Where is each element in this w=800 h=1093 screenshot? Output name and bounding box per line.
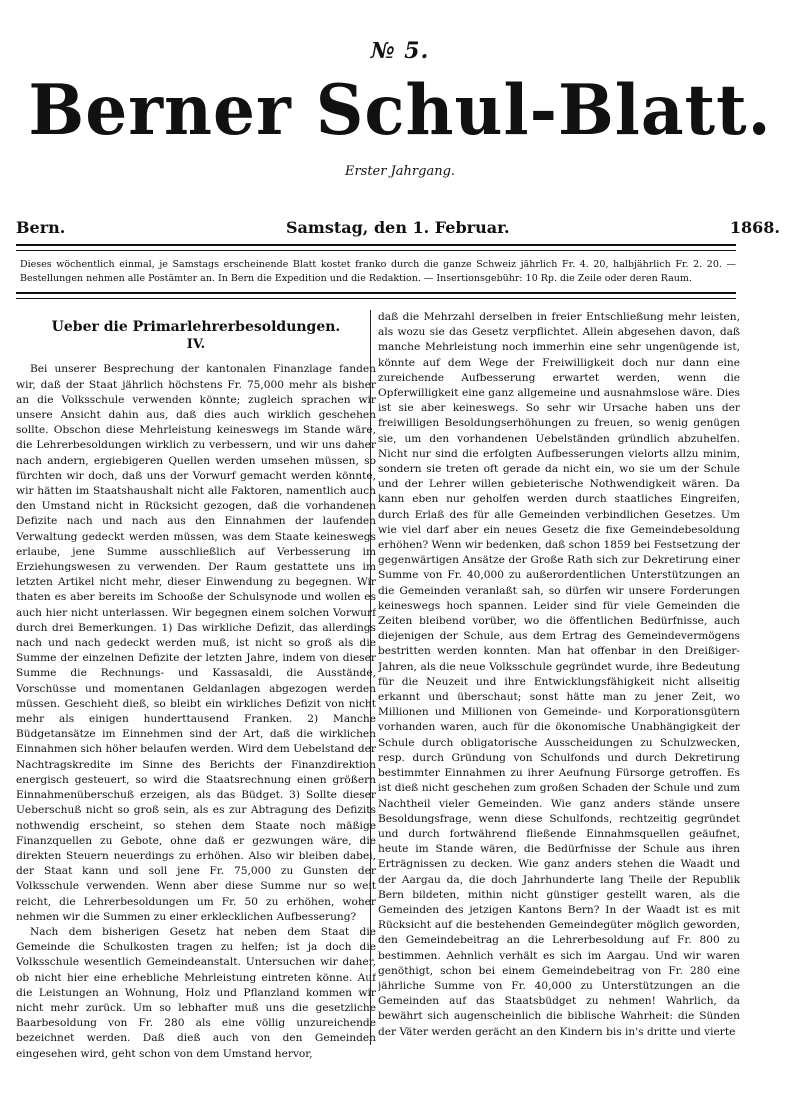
volume-line: Erster Jahrgang. (344, 164, 456, 179)
issue-date: Samstag, den 1. Februar. (286, 218, 510, 237)
paragraph: Nach dem bisherigen Gesetz hat neben dem Staat die Gemeinde die Schulkosten tragen zu helfen; ist ja doch die Volksschule wesentlich Gemeindeanstalt. Untersuchen wir daher, ob nicht hier eine erhebliche Mehrleistung eintreten könne. Auf die Leistungen an Wohnung, Holz und Pflanzland kommen wir nicht mehr zurück. Um so lebhafter muß uns die gesetzliche Baarbesoldung von Fr. 280 als eine völlig unzureichende bezeichnet werden. Daß dieß auch von den Gemeinden eingesehen wird, geht schon von dem Umstand hervor, (16, 925, 376, 1060)
left-column (16, 310, 376, 1080)
paragraph: Bei unserer Besprechung der kantonalen Finanzlage fanden wir, daß der Staat jährlich höchstens Fr. 75,000 mehr als bisher an die Volksschule verwenden könnte; zugleich sprachen wir unsere Ansicht dahin aus, daß dies auch wirklich geschehen sollte. Obschon diese Mehrleistung keineswegs im Stande wäre, die Lehrerbesoldungen wirklich zu verbessern, und wir uns daher nach andern, ergiebigeren Quellen werden umsehen müssen, so fürchten wir doch, daß uns der Vorwurf gemacht werden könnte, wir hätten im Staatshaushalt nicht alle Faktoren, namentlich auch den Umstand nicht in Rücksicht gezogen, daß die vorhandenen Defizite nach und nach aus den Einnahmen der laufenden Verwaltung gedeckt werden müssen, was dem Staate keineswegs erlaube, jene Summe ausschließlich auf Verbesserung im Erziehungswesen zu verwenden. Der Raum gestattete uns im letzten Artikel nicht mehr, dieser Einwendung zu begegnen. Wir thaten es aber bereits im Schooße der Schulsynode und wollen es auch hier nicht unterlassen. Wir begegnen einem solchen Vorwurf durch drei Bemerkungen. 1) Das wirkliche Defizit, das allerdings nach und nach gedeckt werden muß, ist nicht so groß als die Summe der einzelnen Defizite der letzten Jahre, indem von dieser Summe die Rechnungs- und Kassasaldi, die Ausstände, Vorschüsse und momentanen Geldanlagen abgezogen werden müssen. Geschieht dieß, so bleibt ein wirkliches Defizit von nicht mehr als einigen hunderttausend Franken. 2) Manche Büdgetansätze im Einnehmen sind der Art, daß die wirklichen Einnahmen sich höher belaufen werden. Wird dem Uebelstand der Nachtragskredite im Sinne des Berichts der Finanzdirektion energisch gesteuert, so wird die Staatsrechnung einen größern Einnahmenüberschuß erzeigen, als das Büdget. 3) Sollte dieser Ueberschuß nicht so groß sein, als es zur Abtragung des Defizits nothwendig erscheint, so stehen dem Staate noch mäßige Finanzquellen zu Gebote, ohne daß er gezwungen wäre, die direkten Steuern neuerdings zu erhöhen. Also wir bleiben dabei, der Staat kann und soll jene Fr. 75,000 zu Gunsten der Volksschule verwenden. Wenn aber diese Summe nur so weit reicht, die Lehrerbesoldungen um Fr. 50 zu erhöhen, woher nehmen wir die Summen zu einer erklecklichen Aufbesserung? (16, 363, 376, 923)
place: Bern. (16, 218, 66, 237)
divider-rule (16, 244, 736, 251)
right-column (378, 310, 740, 1080)
issue-number: № 5. (370, 38, 430, 64)
paragraph: daß die Mehrzahl derselben in freier Entschließung mehr leisten, als wozu sie das Gesetz verpflichtet. Allein abgesehen davon, daß manche Mehrleistung noch immerhin eine sehr ungenügende ist, könnte auf dem Wege der Freiwilligkeit doch nur dann eine zureichende Aufbesserung erwartet werden, wenn die Opferwilligkeit eine ganz allgemeine und ausnahmslose wäre. Dies ist sie aber keineswegs. So sehr wir Ursache haben uns der freiwilligen Besoldungserhöhungen zu freuen, so wenig genügen sie, um den vorhandenen Uebelständen gründlich abzuhelfen. Nicht nur sind die erfolgten Aufbesserungen vielorts allzu minim, sondern sie treten oft gerade da nicht ein, wo sie um der Schule und der Lehrer willen gebieterische Nothwendigkeit wären. Da kann eben nur geholfen werden durch staatliches Eingreifen, durch Erlaß des für alle Gemeinden verbindlichen Gesetzes. Um wie viel darf aber ein neues Gesetz die fixe Gemeindebesoldung erhöhen? Wenn wir bedenken, daß schon 1859 bei Festsetzung der gegenwärtigen Ansätze der Große Rath sich zur Dekretirung einer Summe von Fr. 40,000 zu außerordentlichen Unterstützungen an die Gemeinden veranlaßt sah, so dürfen wir unsere Forderungen keineswegs hoch spannen. Leider sind für viele Gemeinden die Zeiten bleibend vorüber, wo die öffentlichen Bedürfnisse, auch diejenigen der Schule, aus dem Ertrag des Gemeindevermögens bestritten werden konnten. Man hat offenbar in den Dreißiger-Jahren, als die neue Volksschule gegründet wurde, ihre Bedeutung für die Neuzeit und ihre Entwicklungsfähigkeit nicht allseitig erkannt und überschaut; sonst hätte man zu jener Zeit, wo Millionen und Millionen von Gemeinde- und Korporationsgütern vorhanden waren, auch für die ökonomische Unabhängigkeit der Schule durch obligatorische Ausscheidungen zu Schulzwecken, resp. durch Gründung von Schulfonds und durch Dekretirung bestimmter Einnahmen zu ihrer Aeufnung Fürsorge getroffen. Es ist dieß nicht geschehen zum großen Schaden der Schule und zum Nachtheil vieler Gemeinden. Wie ganz anders stände unsere Besoldungsfrage, wenn diese Schulfonds, rechtzeitig gegründet und durch fortwährend fließende Einnahmsquellen geäufnet, heute im Stande wären, die Bedürfnisse der Schule aus ihren Erträgnissen zu decken. Wie ganz anders stehen die Waadt und der Aargau da, die doch Jahrhunderte lang Theile der Republik Bern bildeten, mithin nicht günstiger gestellt waren, als die Gemeinden des jetzigen Kantons Bern? In der Waadt ist es mit Rücksicht auf die bestehenden Gemeindegüter möglich geworden, den Gemeindebeitrag an die Lehrerbesoldung auf Fr. 800 zu bestimmen. Aehnlich verhält es sich im Aargau. Und wir waren genöthigt, schon bei einem Gemeindebeitrag von Fr. 280 eine jährliche Summe von Fr. 40,000 zu Unterstützungen an die Gemeinden auf das Staatsbüdget zu nehmen! Wahrlich, da bewährt sich augenscheinlich die biblische Wahrheit: die Sünden der Väter werden gerächt an den Kindern bis in's dritte und vierte (378, 311, 740, 1038)
dateline (16, 218, 780, 240)
subscription-notice: Dieses wöchentlich einmal, je Samstags erscheinende Blatt kostet franko durch die ganze Schweiz jährlich Fr. 4. 20, halbjährlich Fr. 2. 20. — Bestellungen nehmen alle Postämter an. In Bern die Expedition und die Redaktion. — Insertionsgebühr: 10 Rp. die Zeile oder deren Raum. (20, 259, 736, 284)
section-number: IV. (186, 337, 206, 353)
masthead-title: Berner Schul-Blatt. (28, 69, 772, 151)
article-title: Ueber die Primarlehrerbesoldungen. (51, 319, 341, 335)
column-divider (370, 310, 371, 1045)
issue-year: 1868. (729, 218, 780, 237)
divider-rule (16, 292, 736, 299)
